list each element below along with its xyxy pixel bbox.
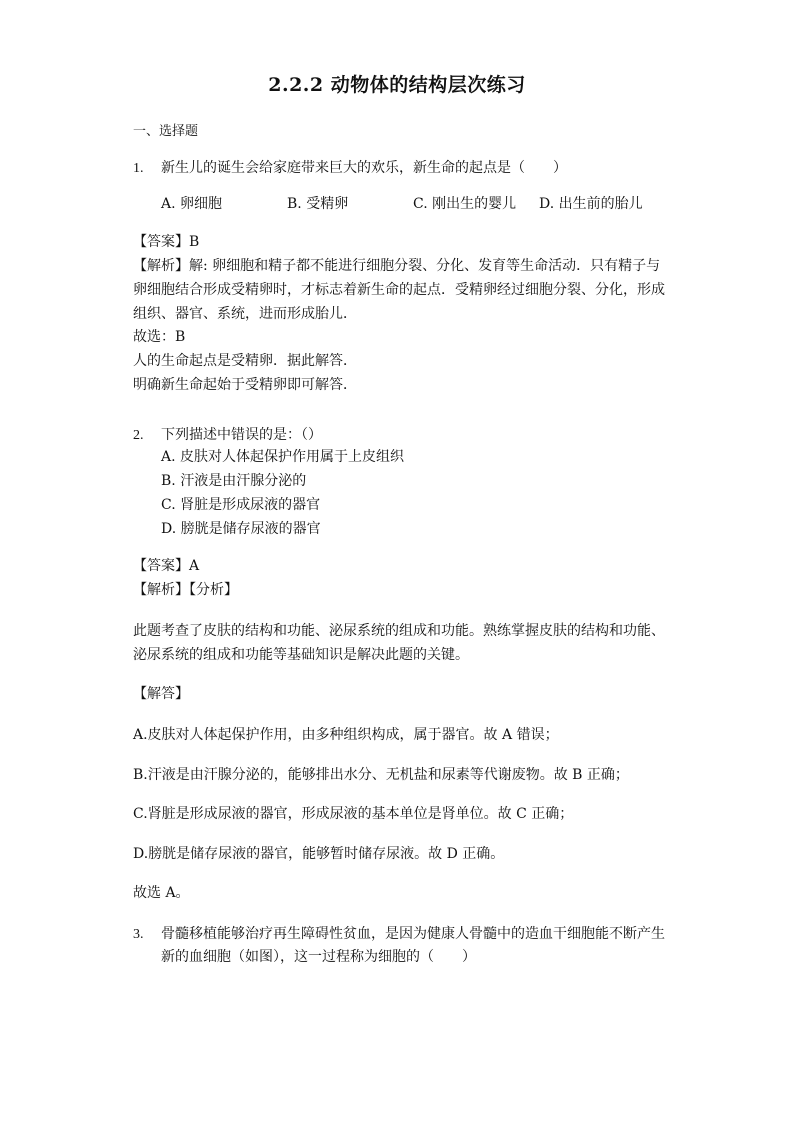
question-number: 2. <box>133 428 144 443</box>
option-b: B. 受精卵 <box>287 196 349 212</box>
option-a: A. 卵细胞 <box>161 196 223 212</box>
solution-line: D.膀胱是储存尿液的器官，能够暂时储存尿液。故 D 正确。 <box>133 846 505 862</box>
option-a: A. 皮肤对人体起保护作用属于上皮组织 <box>161 449 405 465</box>
analysis-1-line: 【解析】解: 卵细胞和精子都不能进行细胞分裂、分化、发育等生命活动．只有精子与 <box>133 258 661 274</box>
question-stem-line: 新的血细胞（如图），这一过程称为细胞的（ ） <box>161 949 476 965</box>
solution-line: A.皮肤对人体起保护作用，由多种组织构成，属于器官。故 A 错误； <box>133 727 559 743</box>
answer-2: 【答案】A <box>133 558 200 574</box>
analysis-1-line: 故选：B <box>133 329 186 345</box>
analysis-1-line: 人的生命起点是受精卵．据此解答． <box>133 353 357 369</box>
question-1 <box>133 157 567 177</box>
analysis-1-line: 卵细胞结合形成受精卵时，才标志着新生命的起点．受精卵经过细胞分裂、分化，形成 <box>133 282 665 298</box>
page-title: 2.2.2 动物体的结构层次练习 <box>268 74 526 96</box>
solution-line: B.汗液是由汗腺分泌的，能够排出水分、无机盐和尿素等代谢废物。故 B 正确； <box>133 767 629 783</box>
question-stem-line: 骨髓移植能够治疗再生障碍性贫血，是因为健康人骨髓中的造血干细胞能不断产生 <box>161 926 665 942</box>
section-heading: 一、选择题 <box>133 124 199 139</box>
analysis-1-line: 明确新生命起始于受精卵即可解答． <box>133 377 357 393</box>
answer-1: 【答案】B <box>133 234 200 250</box>
option-d: D. 出生前的胎儿 <box>539 196 643 212</box>
question-3 <box>133 923 665 943</box>
question-stem: 新生儿的诞生会给家庭带来巨大的欢乐，新生命的起点是（ ） <box>161 160 567 176</box>
option-c: C. 刚出生的婴儿 <box>413 196 517 212</box>
option-d: D. 膀胱是储存尿液的器官 <box>161 521 321 537</box>
analysis-2-line: 泌尿系统的组成和功能等基础知识是解决此题的关键。 <box>133 647 469 663</box>
question-2 <box>133 424 322 444</box>
solution-line: 故选 A。 <box>133 885 190 901</box>
solution-heading: 【解答】 <box>133 686 189 702</box>
analysis-1-line: 组织、器官、系统，进而形成胎儿． <box>133 306 357 322</box>
question-stem: 下列描述中错误的是：（） <box>161 427 322 443</box>
question-number: 3. <box>133 927 144 942</box>
option-c: C. 肾脏是形成尿液的器官 <box>161 497 321 513</box>
solution-line: C.肾脏是形成尿液的器官，形成尿液的基本单位是肾单位。故 C 正确； <box>133 806 574 822</box>
option-b: B. 汗液是由汗腺分泌的 <box>161 473 307 489</box>
analysis-2-line: 此题考查了皮肤的结构和功能、泌尿系统的组成和功能。熟练掌握皮肤的结构和功能、 <box>133 623 665 639</box>
analysis-2-heading: 【解析】【分析】 <box>133 582 238 598</box>
question-number: 1. <box>133 161 144 176</box>
